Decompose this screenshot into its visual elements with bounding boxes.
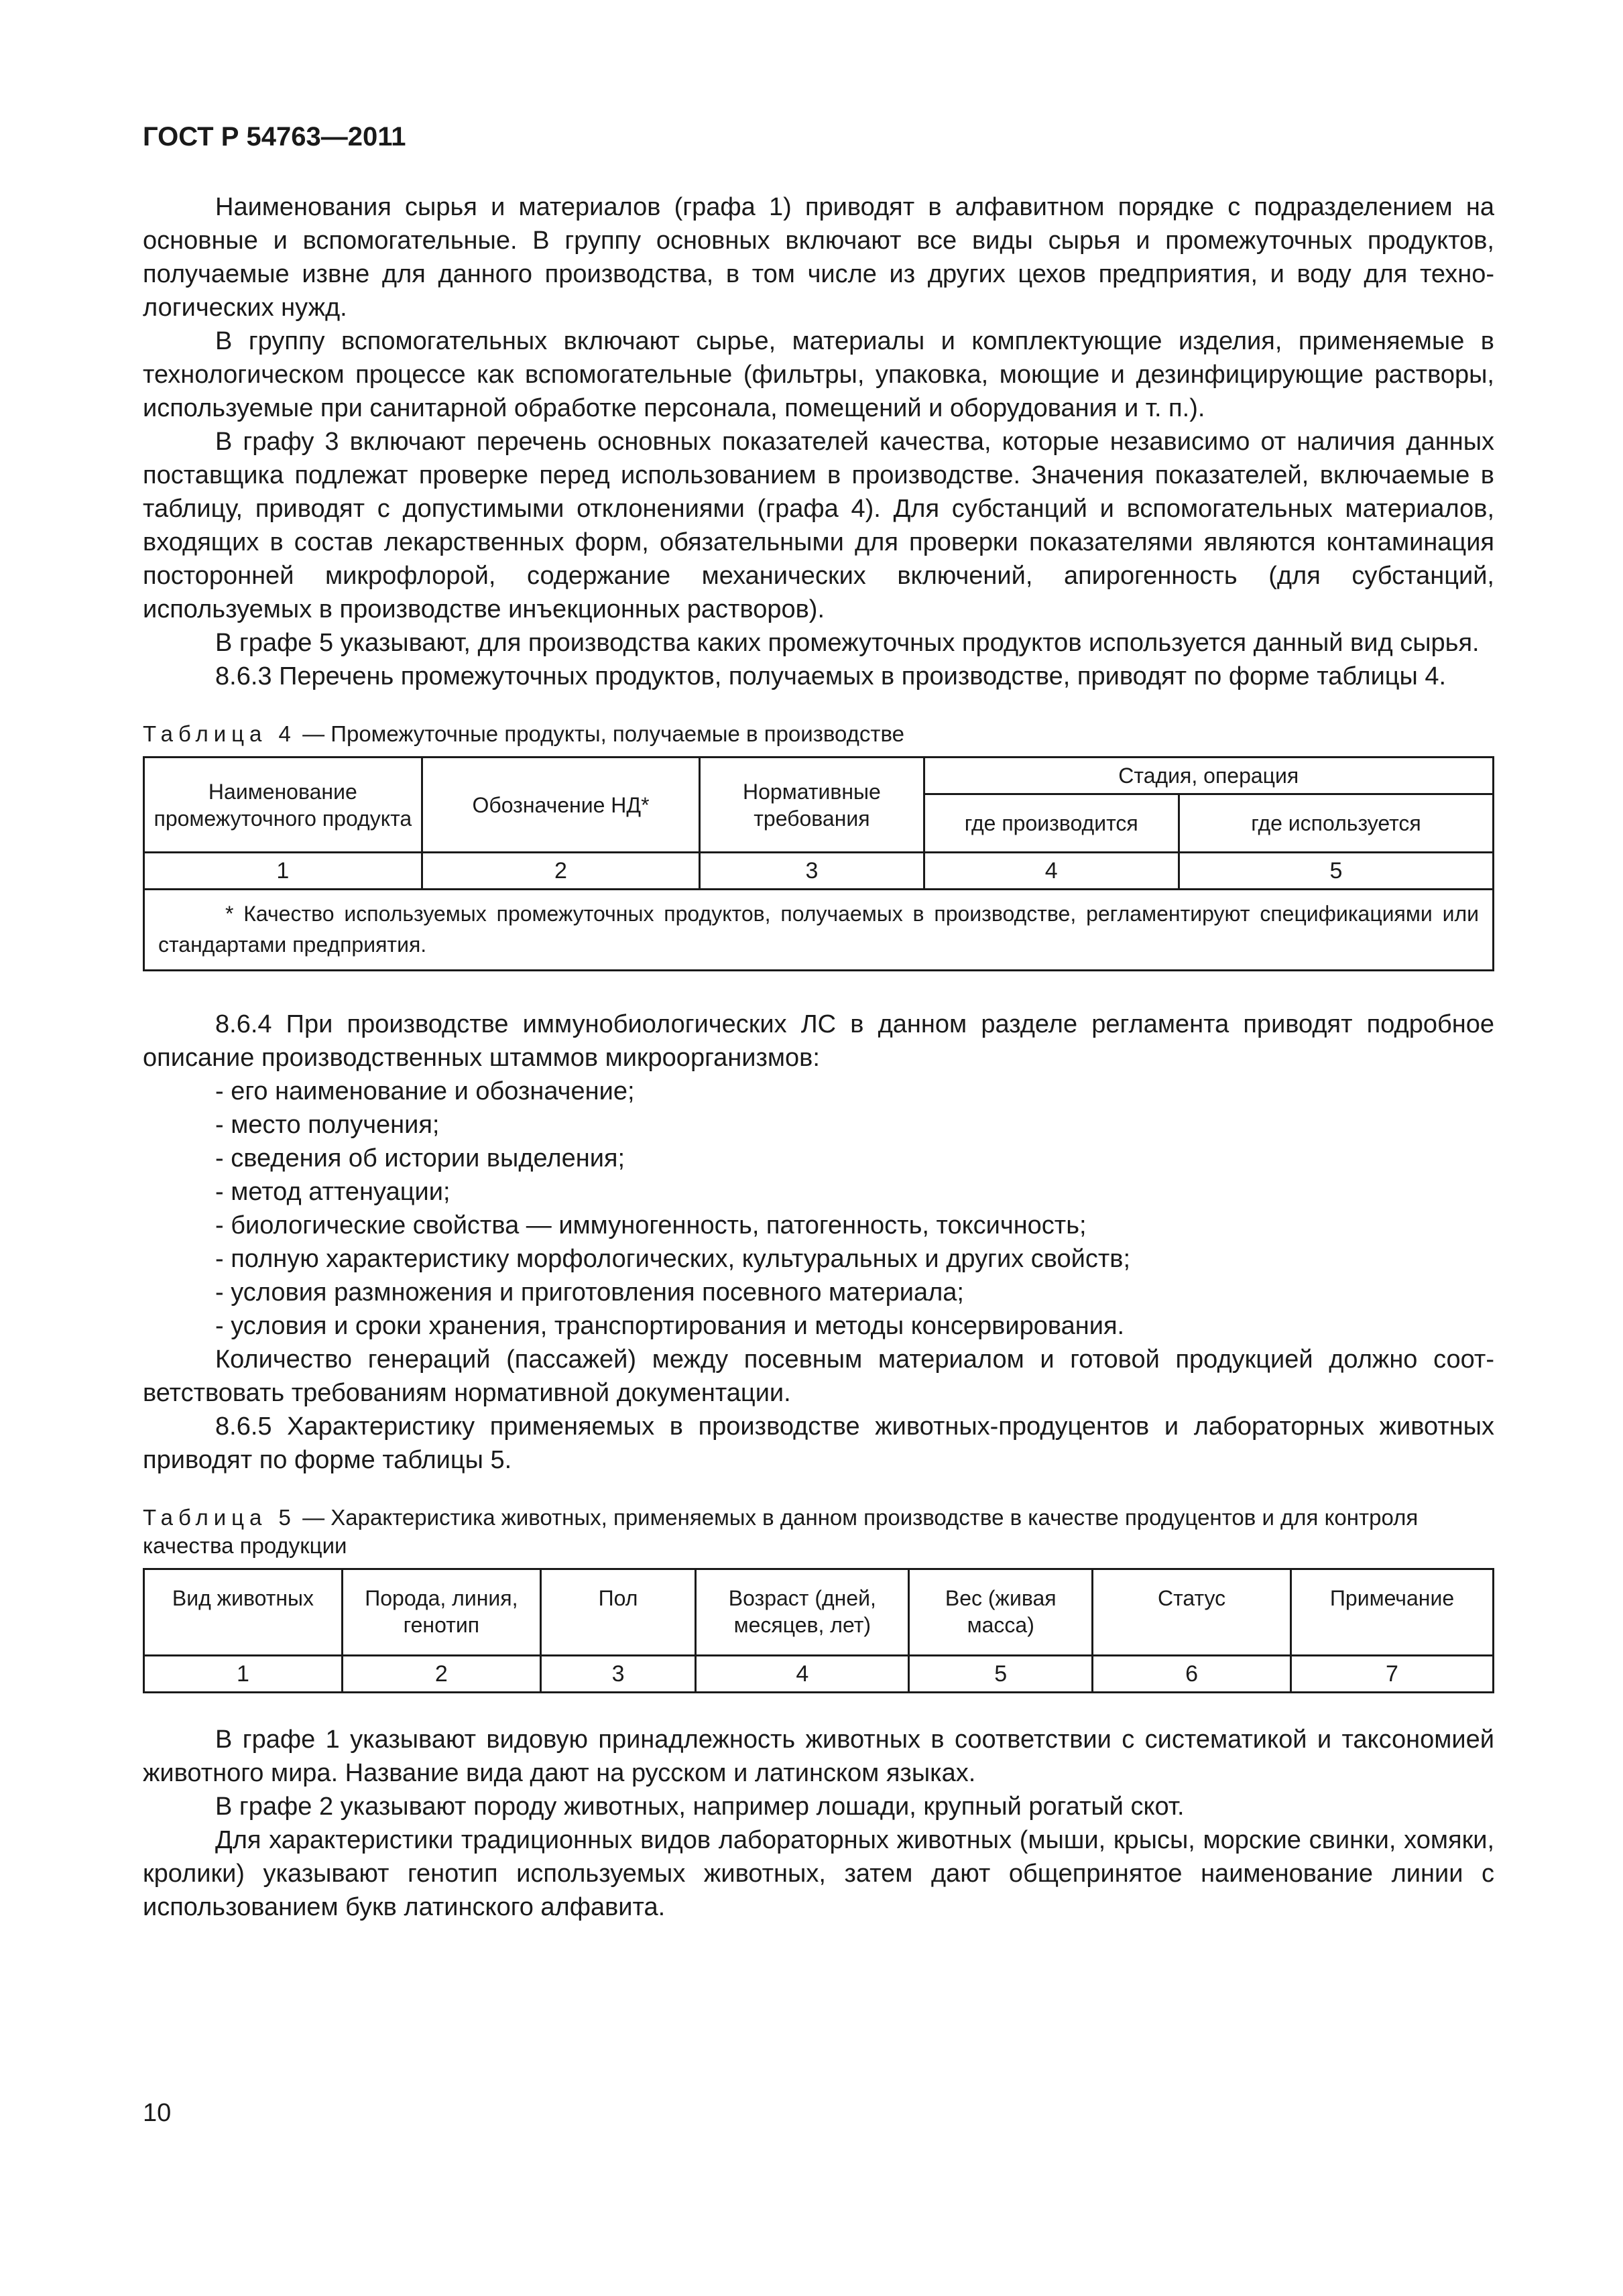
table5-caption [143,1504,1494,1560]
table4-caption [143,720,1494,748]
document-page [143,121,1494,1924]
table5-header-breed: Порода, линия, генотип [342,1569,540,1656]
table5-header-row [144,1569,1494,1656]
table4-header-name: Наименование промежуточного продукта [144,758,422,853]
table4-number-cell: 3 [700,853,924,890]
table5-number-cell: 4 [696,1656,909,1693]
table5-caption-text: — Характеристика животных, применяемых в данном производстве в качестве продуцентов и для контроля качества продукции [143,1505,1419,1558]
list-item: - место получения; [215,1111,440,1139]
table5-caption-label: Таблица 5 [143,1505,296,1530]
table-animals [143,1568,1494,1693]
paragraph-column-1: В графе 1 указывают видовую принадлежность животных в соответствии с систематикой и таксономией животного мира. Название вида дают на русском и латинском языках. [143,1726,1494,1787]
table4-caption-label: Таблица 4 [143,721,296,746]
table4-footnote: * Качество используемых промежуточных продуктов, получаемых в производстве, регламентируют спецификациями или стандартами предприятия. [144,890,1494,971]
paragraph-8-6-4-intro: 8.6.4 При производстве иммунобиологических ЛС в данном разделе регламента приводят подробное описание производственных штаммов микроорганизмов: [143,1010,1494,1072]
table5-header-weight: Вес (живая масса) [909,1569,1093,1656]
paragraph-auxiliary-group: В группу вспомогательных включают сырье, материалы и комплектующие изделия, применяемые в технологическом процессе как вспомогательные (фильтры, упаковка, моющие и дезинфицирующие растворы, используемые при санитарной обработке персонала, помещений и оборудования и т. п.). [143,327,1494,422]
table4-number-cell: 4 [924,853,1179,890]
table4-header-row-1 [144,758,1494,794]
paragraph-quality-indicators: В графу 3 включают перечень основных показателей качества, которые независимо от наличия данных поставщика подлежат проверке перед использованием в производстве. Значения показателей, включаемые в таблицу, приводят с допустимыми отклонениями (графа 4). Для субстанций и вспомогательных материалов, входящих в состав лекарственных форм, обязательными для проверки показателями являются контаминация посторонней микрофлорой, содержание механических включений, апирогенность (для субстанций, используемых в производстве инъекционных растворов). [143,428,1494,623]
table4-header-nd: Обозначение НД* [422,758,700,853]
table4-header-norm: Нормативные требования [700,758,924,853]
table4-header-where-made: где производится [924,794,1179,853]
paragraph-generations: Количество генераций (пассажей) между посевным материалом и готовой продукцией должно соответствовать требованиям нормативной документации. [143,1345,1494,1407]
table5-header-age: Возраст (дней, месяцев, лет) [696,1569,909,1656]
list-item: - условия и сроки хранения, транспортирования и методы консервирования. [215,1312,1125,1340]
table5-header-sex: Пол [540,1569,695,1656]
paragraph-column-5: В графе 5 указывают, для производства каких промежуточных продуктов используется данный вид сырья. [215,629,1480,657]
paragraph-8-6-3: 8.6.3 Перечень промежуточных продуктов, получаемых в производстве, приводят по форме таблицы 4. [215,662,1447,690]
document-code-header: ГОСТ Р 54763—2011 [143,122,406,152]
list-item: - сведения об истории выделения; [215,1144,625,1172]
table5-number-cell: 6 [1093,1656,1291,1693]
table4-header-where-used: где используется [1179,794,1493,853]
list-item: - условия размножения и приготовления посевного материала; [215,1278,964,1307]
list-item: - метод аттенуации; [215,1178,450,1206]
table5-number-cell: 3 [540,1656,695,1693]
table5-number-row [144,1656,1494,1693]
table5-number-cell: 5 [909,1656,1093,1693]
page-number: 10 [143,2099,172,2127]
table5-number-cell: 7 [1291,1656,1494,1693]
list-item: - биологические свойства — иммуногенность, патогенность, токсичность; [215,1211,1087,1240]
table4-caption-text: — Промежуточные продукты, получаемые в производстве [296,721,905,746]
table5-header-note: Примечание [1291,1569,1494,1656]
table5-header-species: Вид животных [144,1569,343,1656]
table-intermediate-products [143,756,1494,971]
table5-number-cell: 1 [144,1656,343,1693]
table4-number-cell: 2 [422,853,700,890]
paragraph-column-2: В графе 2 указывают породу животных, например лошади, крупный рогатый скот. [215,1793,1185,1821]
table5-header-status: Статус [1093,1569,1291,1656]
table4-number-cell: 5 [1179,853,1493,890]
paragraph-8-6-5: 8.6.5 Характеристику применяемых в производстве животных-продуцентов и лабораторных животных приводят по форме таблицы 5. [143,1412,1494,1474]
table5-number-cell: 2 [342,1656,540,1693]
table4-footnote-row [144,890,1494,971]
table4-header-stage: Стадия, операция [924,758,1494,794]
paragraph-raw-materials-names: Наименования сырья и материалов (графа 1) приводят в алфавитном порядке с подразделением на основные и вспомогательные. В группу основных включают все виды сырья и промежуточных продуктов, получаемые извне для данного производства, в том числе из других цехов предприятия, и воду для технологических нужд. [143,193,1494,322]
paragraph-lab-animals: Для характеристики традиционных видов лабораторных животных (мыши, крысы, морские свинки, хомяки, кролики) указывают генотип используемых животных, затем дают общепринятое наименование линии с использованием букв латинского алфавита. [143,1826,1494,1921]
list-item: - полную характеристику морфологических, культуральных и других свойств; [215,1245,1131,1273]
table4-number-row [144,853,1494,890]
list-item: - его наименование и обозначение; [215,1077,635,1105]
table4-number-cell: 1 [144,853,422,890]
